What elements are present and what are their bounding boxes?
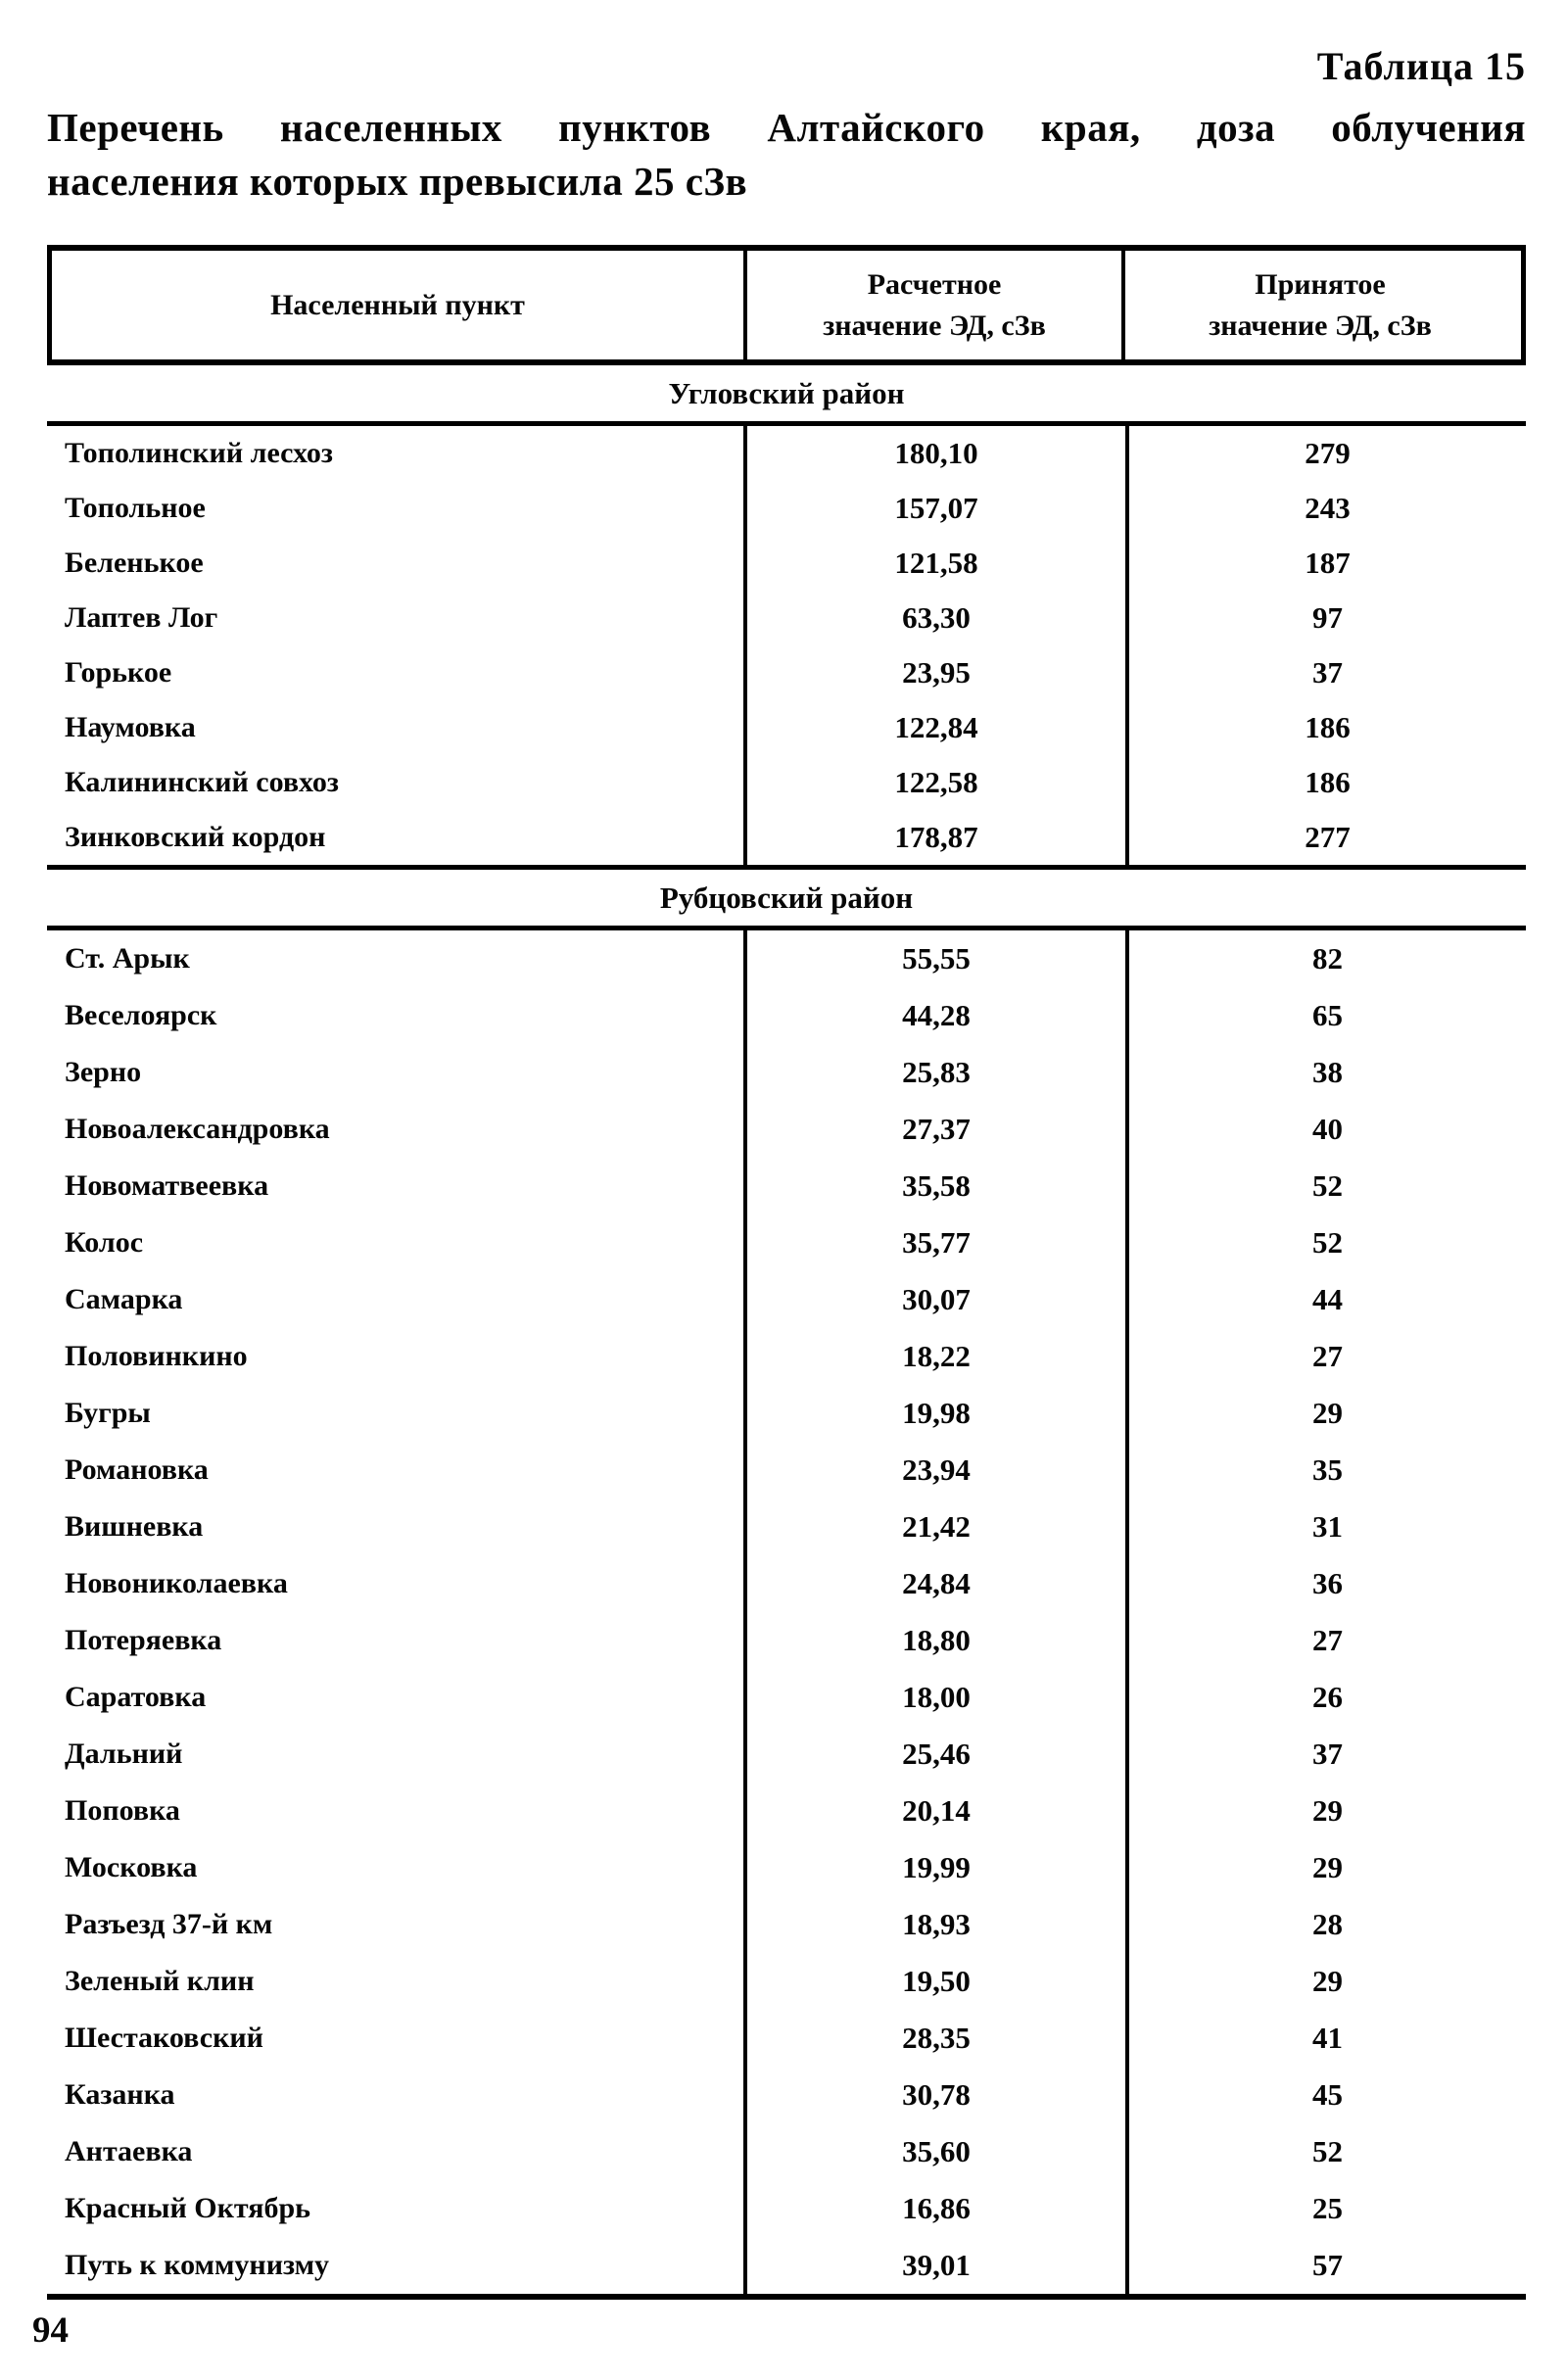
header-accepted-line1: Принятое xyxy=(1255,267,1386,301)
accepted-dose-value: 52 xyxy=(1312,1225,1343,1260)
settlement-name: Саратовка xyxy=(47,1669,747,1726)
settlement-name: Топольное xyxy=(47,481,747,536)
settlement-name: Зерно xyxy=(47,1044,747,1101)
settlements-table xyxy=(47,245,1526,2300)
settlement-name: Бугры xyxy=(47,1385,747,1442)
calculated-dose-value: 55,55 xyxy=(747,930,1129,987)
calculated-dose-value: 23,95 xyxy=(747,645,1129,700)
calculated-dose-value: 180,10 xyxy=(747,426,1129,481)
table-row xyxy=(47,1612,1526,1669)
table-row xyxy=(47,1499,1526,1555)
table-row xyxy=(47,1271,1526,1328)
table-header xyxy=(47,245,1526,365)
calculated-dose-value: 39,01 xyxy=(747,2237,1129,2294)
table-row xyxy=(47,2067,1526,2123)
accepted-dose-value: 29 xyxy=(1312,1964,1343,1998)
calculated-dose-value: 21,42 xyxy=(747,1499,1129,1555)
table-row xyxy=(47,1328,1526,1385)
calculated-dose-value: 25,46 xyxy=(747,1726,1129,1783)
settlement-name: Лаптев Лог xyxy=(47,591,747,645)
accepted-dose-value: 29 xyxy=(1312,1396,1343,1430)
settlement-name: Ст. Арык xyxy=(47,930,747,987)
settlement-name: Разъезд 37-й км xyxy=(47,1896,747,1953)
settlement-name: Антаевка xyxy=(47,2123,747,2180)
section-header-rubtsovsky: Рубцовский район xyxy=(47,865,1526,930)
settlement-name: Романовка xyxy=(47,1442,747,1499)
settlement-name: Зеленый клин xyxy=(47,1953,747,2010)
table-row xyxy=(47,987,1526,1044)
settlement-name: Казанка xyxy=(47,2067,747,2123)
accepted-dose-value: 28 xyxy=(1312,1907,1343,1941)
header-accepted-line2: значение ЭД, сЗв xyxy=(1209,309,1432,342)
accepted-dose-value: 65 xyxy=(1312,998,1343,1032)
settlement-name: Московка xyxy=(47,1839,747,1896)
calculated-dose-value: 24,84 xyxy=(747,1555,1129,1612)
accepted-dose-value: 82 xyxy=(1312,941,1343,976)
table-row xyxy=(47,1101,1526,1158)
calculated-dose-value: 19,99 xyxy=(747,1839,1129,1896)
settlement-name: Половинкино xyxy=(47,1328,747,1385)
accepted-dose-value: 36 xyxy=(1312,1566,1343,1600)
document-title xyxy=(47,101,1526,209)
calculated-dose-value: 18,22 xyxy=(747,1328,1129,1385)
section-rows-rubtsovsky xyxy=(47,930,1526,2294)
accepted-dose-value: 29 xyxy=(1312,1850,1343,1884)
settlement-name: Колос xyxy=(47,1214,747,1271)
title-line-2: населения которых превысила 25 сЗв xyxy=(47,159,748,204)
table-row xyxy=(47,2180,1526,2237)
accepted-dose-value: 45 xyxy=(1312,2077,1343,2112)
calculated-dose-value: 28,35 xyxy=(747,2010,1129,2067)
table-row xyxy=(47,1669,1526,1726)
calculated-dose-value: 63,30 xyxy=(747,591,1129,645)
settlement-name: Калининский совхоз xyxy=(47,755,747,810)
table-row xyxy=(47,1783,1526,1839)
calculated-dose-value: 35,60 xyxy=(747,2123,1129,2180)
table-row xyxy=(47,426,1526,481)
settlement-name: Новоалександровка xyxy=(47,1101,747,1158)
calculated-dose-value: 35,77 xyxy=(747,1214,1129,1271)
section-rows-uglovsky xyxy=(47,426,1526,865)
calculated-dose-value: 27,37 xyxy=(747,1101,1129,1158)
calculated-dose-value: 25,83 xyxy=(747,1044,1129,1101)
accepted-dose-value: 97 xyxy=(1312,600,1343,635)
accepted-dose-value: 44 xyxy=(1312,1282,1343,1316)
table-row xyxy=(47,1726,1526,1783)
accepted-dose-value: 187 xyxy=(1305,546,1351,580)
page-number: 94 xyxy=(32,2310,69,2351)
accepted-dose-value: 29 xyxy=(1312,1793,1343,1828)
settlement-name: Потеряевка xyxy=(47,1612,747,1669)
settlement-name: Тополинский лесхоз xyxy=(47,426,747,481)
calculated-dose-value: 35,58 xyxy=(747,1158,1129,1214)
accepted-dose-value: 277 xyxy=(1305,820,1351,854)
settlement-name: Вишневка xyxy=(47,1499,747,1555)
header-settlement-label: Населенный пункт xyxy=(270,288,525,321)
settlement-name: Новониколаевка xyxy=(47,1555,747,1612)
calculated-dose-value: 18,80 xyxy=(747,1612,1129,1669)
accepted-dose-value: 37 xyxy=(1312,655,1343,690)
table-row xyxy=(47,2010,1526,2067)
accepted-dose-value: 243 xyxy=(1305,491,1351,525)
settlement-name: Зинковский кордон xyxy=(47,810,747,865)
calculated-dose-value: 19,98 xyxy=(747,1385,1129,1442)
settlement-name: Самарка xyxy=(47,1271,747,1328)
calculated-dose-value: 122,84 xyxy=(747,700,1129,755)
settlement-name: Красный Октябрь xyxy=(47,2180,747,2237)
settlement-name: Горькое xyxy=(47,645,747,700)
table-row xyxy=(47,930,1526,987)
calculated-dose-value: 30,07 xyxy=(747,1271,1129,1328)
accepted-dose-value: 35 xyxy=(1312,1452,1343,1487)
header-calculated-column xyxy=(747,251,1125,359)
accepted-dose-value: 186 xyxy=(1305,765,1351,799)
table-row xyxy=(47,1044,1526,1101)
table-row xyxy=(47,1158,1526,1214)
calculated-dose-value: 18,00 xyxy=(747,1669,1129,1726)
table-row xyxy=(47,591,1526,645)
settlement-name: Дальний xyxy=(47,1726,747,1783)
table-row xyxy=(47,1839,1526,1896)
calculated-dose-value: 19,50 xyxy=(747,1953,1129,2010)
table-row xyxy=(47,1896,1526,1953)
settlement-name: Веселоярск xyxy=(47,987,747,1044)
header-accepted-column xyxy=(1125,251,1515,359)
table-row xyxy=(47,1385,1526,1442)
settlement-name: Беленькое xyxy=(47,536,747,591)
header-calculated-line2: значение ЭД, сЗв xyxy=(823,309,1046,342)
calculated-dose-value: 178,87 xyxy=(747,810,1129,865)
table-row xyxy=(47,481,1526,536)
accepted-dose-value: 37 xyxy=(1312,1737,1343,1771)
table-row xyxy=(47,645,1526,700)
accepted-dose-value: 26 xyxy=(1312,1680,1343,1714)
accepted-dose-value: 41 xyxy=(1312,2021,1343,2055)
accepted-dose-value: 40 xyxy=(1312,1112,1343,1146)
section-header-uglovsky: Угловский район xyxy=(47,365,1526,426)
table-row xyxy=(47,1953,1526,2010)
table-row xyxy=(47,1555,1526,1612)
accepted-dose-value: 27 xyxy=(1312,1623,1343,1657)
page-content xyxy=(47,0,1526,2300)
accepted-dose-value: 31 xyxy=(1312,1509,1343,1544)
title-line-1: Перечень населенных пунктов Алтайского края, доза облучения xyxy=(47,105,1526,150)
accepted-dose-value: 57 xyxy=(1312,2248,1343,2282)
calculated-dose-value: 122,58 xyxy=(747,755,1129,810)
calculated-dose-value: 157,07 xyxy=(747,481,1129,536)
table-bottom-rule xyxy=(47,2294,1526,2300)
header-calculated-line1: Расчетное xyxy=(867,267,1002,301)
settlement-name: Наумовка xyxy=(47,700,747,755)
settlement-name: Шестаковский xyxy=(47,2010,747,2067)
table-row xyxy=(47,755,1526,810)
accepted-dose-value: 38 xyxy=(1312,1055,1343,1089)
table-row xyxy=(47,1214,1526,1271)
table-row xyxy=(47,2123,1526,2180)
accepted-dose-value: 25 xyxy=(1312,2191,1343,2225)
table-row xyxy=(47,700,1526,755)
calculated-dose-value: 121,58 xyxy=(747,536,1129,591)
calculated-dose-value: 23,94 xyxy=(747,1442,1129,1499)
accepted-dose-value: 52 xyxy=(1312,1168,1343,1203)
table-row xyxy=(47,536,1526,591)
calculated-dose-value: 18,93 xyxy=(747,1896,1129,1953)
calculated-dose-value: 16,86 xyxy=(747,2180,1129,2237)
calculated-dose-value: 44,28 xyxy=(747,987,1129,1044)
accepted-dose-value: 186 xyxy=(1305,710,1351,744)
table-row xyxy=(47,810,1526,865)
calculated-dose-value: 30,78 xyxy=(747,2067,1129,2123)
table-caption-label: Таблица 15 xyxy=(1316,44,1526,88)
settlement-name: Путь к коммунизму xyxy=(47,2237,747,2294)
settlement-name: Поповка xyxy=(47,1783,747,1839)
accepted-dose-value: 279 xyxy=(1305,436,1351,470)
table-row xyxy=(47,1442,1526,1499)
accepted-dose-value: 27 xyxy=(1312,1339,1343,1373)
calculated-dose-value: 20,14 xyxy=(747,1783,1129,1839)
header-settlement-column xyxy=(52,251,747,359)
accepted-dose-value: 52 xyxy=(1312,2134,1343,2168)
settlement-name: Новоматвеевка xyxy=(47,1158,747,1214)
table-row xyxy=(47,2237,1526,2294)
